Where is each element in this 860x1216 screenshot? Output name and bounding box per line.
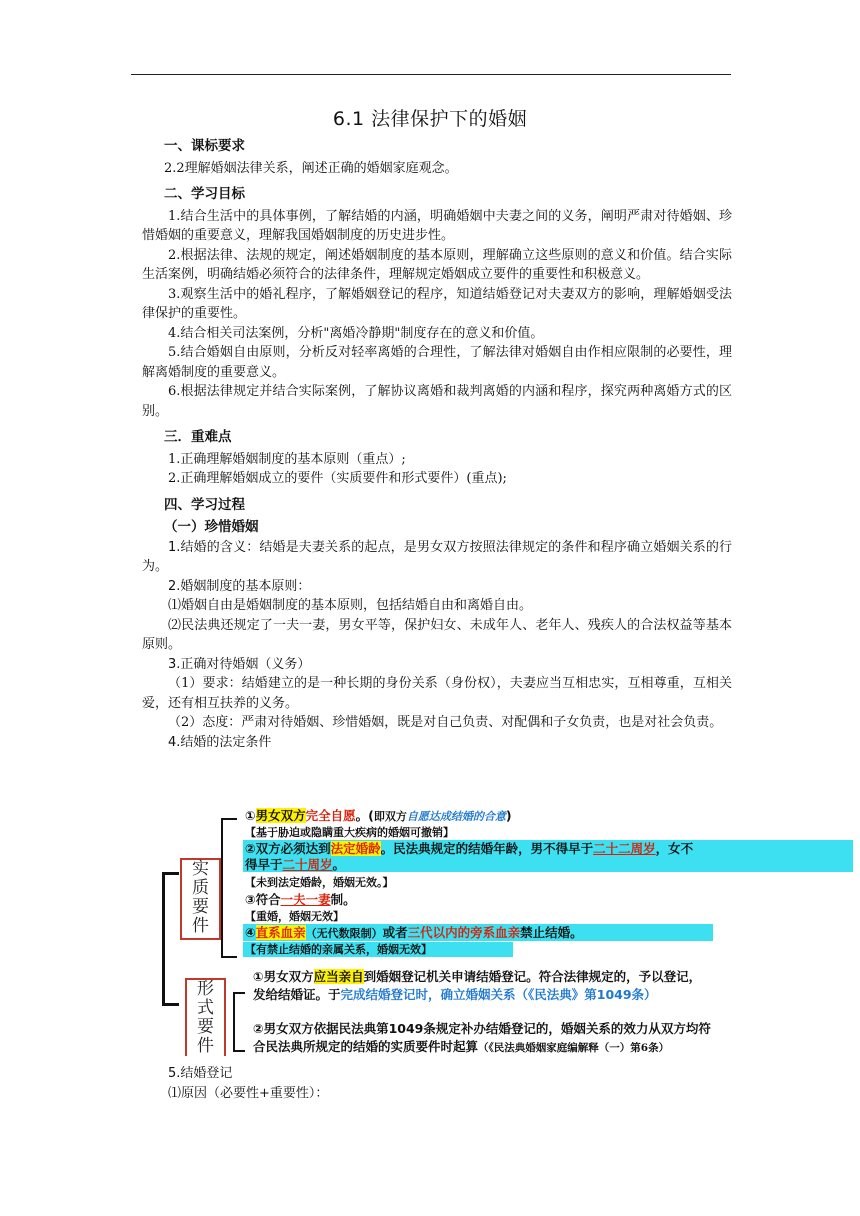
condition-kinship-note: 【有禁止结婚的亲属关系，婚姻无效】 (245, 943, 432, 956)
condition-legal-age-note: 【未到法定婚龄，婚姻无效。】 (245, 876, 394, 889)
objective-item: 4.结合相关司法案例，分析"离婚冷静期"制度存在的意义和价值。 (168, 325, 544, 341)
label: 1.结婚的含义： (168, 539, 260, 555)
substantive-requirements-box: 实 质 要 件 (180, 858, 221, 940)
principle-item: ⑵民法典还规定了一夫一妻，男女平等，保护妇女、未成年人、老年人、残疾人的合法权益等基本原则。 (142, 617, 732, 652)
heading-key-points: 三．重难点 (164, 429, 232, 445)
condition-kinship: ④直系血亲（无代数限制）或者三代以内的旁系血亲禁止结婚。 (245, 925, 583, 940)
document-body-continued (142, 1064, 732, 1103)
header-rule (131, 74, 731, 75)
key-point-item: 2.正确理解婚姻成立的要件（实质要件和形式要件）(重点); (168, 471, 507, 486)
document-body (142, 132, 732, 752)
heading-process: 四、学习过程 (164, 496, 245, 513)
label-basic-principles: 2.婚姻制度的基本原则： (168, 578, 311, 594)
condition-voluntary: ①男女双方完全自愿。(即双方自愿达成结婚的合意) (245, 808, 512, 823)
condition-voluntary-note: 【基于胁迫或隐瞒重大疾病的婚姻可撤销】 (245, 826, 454, 839)
condition-monogamy: ③符合一夫一妻制。 (245, 892, 356, 907)
heading-curriculum: 一、课标要求 (164, 138, 245, 154)
objective-item: 2.根据法律、法规的规定，阐述婚姻制度的基本原则，理解确立这些原则的意义和价值。结合实际生活案例，明确结婚必须符合的法律条件，理解规定婚姻成立要件的重要性和积极意义。 (142, 247, 732, 282)
objective-item: 5.结合婚姻自由原则，分析反对轻率离婚的合理性，了解法律对婚姻自由作相应限制的必要性，理解离婚制度的重要意义。 (142, 345, 732, 380)
formal-requirements-box: 形 式 要 件 (185, 978, 226, 1056)
principle-item: ⑴婚姻自由是婚姻制度的基本原则，包括结婚自由和离婚自由。 (168, 598, 533, 613)
condition-legal-age: ②双方必须达到法定婚龄。民法典规定的结婚年龄，男不得早于二十二周岁，女不 (245, 841, 694, 856)
page-title: 6.1 法律保护下的婚姻 (332, 108, 528, 130)
brace-substantive (221, 818, 237, 958)
outer-brace (162, 872, 179, 1006)
label-legal-conditions: 4.结婚的法定条件 (168, 734, 272, 750)
formal-supplementary: ②男女双方依据民法典第1049条规定补办结婚登记的，婚姻关系的效力从双方均符 (253, 1021, 711, 1036)
registration-reason: ⑴原因（必要性+重要性）： (168, 1085, 329, 1101)
objective-item: 6.根据法律规定并结合实际案例，了解协议离婚和裁判离婚的内涵和程序，探究两种离婚方式的区别。 (142, 384, 732, 419)
subheading-cherish-marriage: （一）珍惜婚姻 (164, 519, 259, 535)
heading-objectives: 二、学习目标 (164, 186, 245, 202)
duty-item: （1）要求：结婚建立的是一种长期的身份关系（身份权），夫妻应当互相忠实，互相尊重，互相关爱，还有相互扶养的义务。 (142, 676, 732, 711)
paragraph-marriage-meaning (142, 538, 732, 577)
marriage-conditions-diagram (157, 806, 860, 1056)
formal-registration: ①男女双方应当亲自到婚姻登记机关申请结婚登记。符合法律规定的，予以登记， (253, 969, 702, 984)
condition-legal-age-cont: 得早于二十周岁。 (245, 857, 346, 872)
formal-registration-cont: 发给结婚证。于完成结婚登记时，确立婚姻关系（《民法典》第1049条） (253, 987, 657, 1002)
objective-item: 3.观察生活中的婚礼程序，了解婚姻登记的程序，知道结婚登记对夫妻双方的影响，理解婚姻受法律保护的重要性。 (142, 286, 732, 321)
condition-monogamy-note: 【重婚，婚姻无效】 (245, 910, 344, 923)
label-marriage-registration: 5.结婚登记 (168, 1066, 233, 1081)
objective-item: 1.结合生活中的具体事例，了解结婚的内涵，明确婚姻中夫妻之间的义务，阐明严肃对待婚姻、珍惜婚姻的重要意义，理解我国婚姻制度的历史进步性。 (142, 208, 732, 243)
brace-formal (233, 992, 245, 1052)
curriculum-text: 2.2理解婚姻法律关系，阐述正确的婚姻家庭观念。 (164, 160, 458, 176)
formal-supplementary-cont: 合民法典所规定的结婚的实质要件时起算（《民法典婚姻家庭编解释（一）第6条） (253, 1039, 670, 1054)
text: 结婚是夫妻关系的起点，是男女双方按照法律规定的条件和程序确立婚姻关系的行为。 (142, 539, 732, 574)
key-point-item: 1.正确理解婚姻制度的基本原则（重点）; (168, 451, 406, 467)
label-duties: 3.正确对待婚姻（义务） (168, 656, 311, 672)
duty-item: （2）态度：严肃对待婚姻、珍惜婚姻，既是对自己负责、对配偶和子女负责，也是对社会负责。 (168, 715, 723, 730)
